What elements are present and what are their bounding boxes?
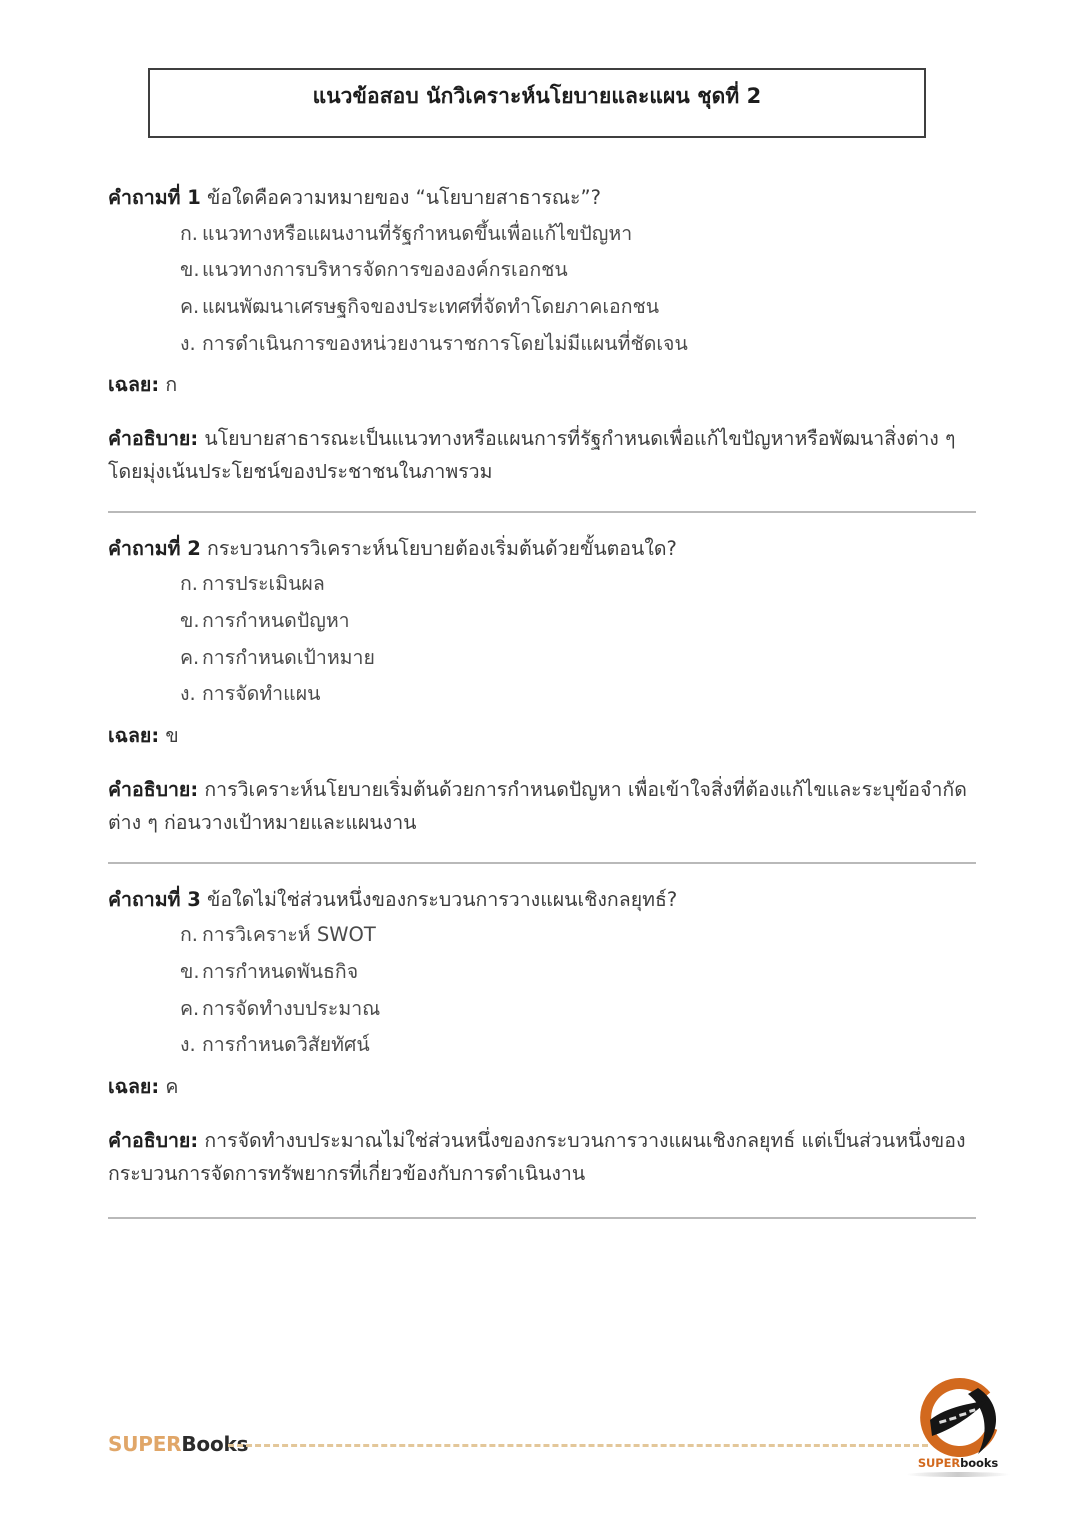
choice-list-3	[108, 917, 976, 1064]
choice-item[interactable]	[108, 676, 976, 713]
question-text-1: ข้อใดคือความหมายของ “นโยบายสาธารณะ”?	[207, 186, 601, 209]
choice-text: การวิเคราะห์ SWOT	[202, 923, 376, 947]
question-label-3: คำถามที่ 3	[108, 887, 201, 911]
choice-text: การดำเนินการของหน่วยงานราชการโดยไม่มีแผนที่ชัดเจน	[202, 331, 688, 355]
footer-wordmark-books: Books	[181, 1432, 249, 1456]
explanation-text: การวิเคราะห์นโยบายเริ่มต้นด้วยการกำหนดปัญหา เพื่อเข้าใจสิ่งที่ต้องแก้ไขและระบุข้อจำกัดต่าง ๆ ก่อนวางเป้าหมายและแผนงาน	[108, 777, 967, 835]
choice-list-1	[108, 216, 976, 363]
section-divider	[108, 862, 976, 864]
section-divider	[108, 1217, 976, 1219]
choice-item[interactable]	[108, 917, 976, 954]
choice-text: การกำหนดพันธกิจ	[202, 960, 359, 984]
explanation-label: คำอธิบาย:	[108, 426, 199, 450]
choice-key: ค.	[180, 996, 200, 1020]
explanation-2	[108, 773, 976, 840]
choice-key: ข.	[180, 258, 200, 282]
page-footer	[0, 1398, 1076, 1508]
logo-caption-super: SUPER	[917, 1456, 961, 1470]
choice-text: การกำหนดวิสัยทัศน์	[202, 1033, 370, 1057]
choice-key: ก.	[180, 572, 199, 596]
explanation-label: คำอธิบาย:	[108, 1128, 199, 1152]
choice-text: การจัดทำงบประมาณ	[202, 996, 381, 1020]
logo-caption-books: books	[960, 1456, 999, 1470]
choice-key: ค.	[180, 294, 200, 318]
choice-key: ข.	[180, 960, 200, 984]
choice-item[interactable]	[108, 603, 976, 640]
choice-key: ก.	[180, 221, 199, 245]
answer-value: ก	[165, 373, 178, 397]
answer-label: เฉลย:	[108, 373, 160, 397]
questions-container	[108, 182, 976, 1219]
answer-label: เฉลย:	[108, 1074, 160, 1098]
question-text-2: กระบวนการวิเคราะห์นโยบายต้องเริ่มต้นด้วยขั้นตอนใด?	[207, 536, 677, 560]
answer-line-3	[108, 1070, 976, 1104]
choice-key: ง.	[180, 331, 196, 355]
choice-key: ข.	[180, 609, 200, 633]
question-heading-2	[108, 533, 976, 565]
choice-list-2	[108, 566, 976, 713]
explanation-3	[108, 1124, 976, 1191]
question-label-1: คำถามที่ 1	[108, 186, 201, 209]
choice-text: การจัดทำแผน	[202, 682, 321, 706]
explanation-text: นโยบายสาธารณะเป็นแนวทางหรือแผนการที่รัฐกำหนดเพื่อแก้ไขปัญหาหรือพัฒนาสิ่งต่าง ๆ โดยมุ่งเน้นประโยชน์ของประชาชนในภาพรวม	[108, 426, 956, 484]
answer-value: ข	[165, 724, 179, 748]
choice-text: แนวทางหรือแผนงานที่รัฐกำหนดขึ้นเพื่อแก้ไขปัญหา	[202, 221, 633, 245]
choice-text: แผนพัฒนาเศรษฐกิจของประเทศที่จัดทำโดยภาคเอกชน	[202, 294, 660, 318]
question-label-2: คำถามที่ 2	[108, 536, 201, 560]
choice-item[interactable]	[108, 991, 976, 1028]
choice-item[interactable]	[108, 252, 976, 289]
document-title-box	[148, 68, 926, 138]
choice-key: ค.	[180, 645, 200, 669]
answer-line-1	[108, 368, 976, 402]
choice-item[interactable]	[108, 216, 976, 253]
choice-text: การกำหนดเป้าหมาย	[202, 645, 375, 669]
question-heading-1	[108, 182, 976, 214]
logo-shadow	[906, 1472, 1010, 1477]
choice-key: ก.	[180, 923, 199, 947]
choice-item[interactable]	[108, 326, 976, 363]
answer-value: ค	[165, 1074, 179, 1098]
explanation-text: การจัดทำงบประมาณไม่ใช่ส่วนหนึ่งของกระบวนการวางแผนเชิงกลยุทธ์ แต่เป็นส่วนหนึ่งของกระบวนการจัดการทรัพยากรที่เกี่ยวข้องกับการดำเนินงาน	[108, 1128, 966, 1186]
question-text-3: ข้อใดไม่ใช่ส่วนหนึ่งของกระบวนการวางแผนเชิงกลยุทธ์?	[207, 887, 678, 911]
explanation-1	[108, 422, 976, 489]
logo-caption	[906, 1456, 1010, 1470]
footer-wordmark-super: SUPER	[108, 1432, 182, 1456]
answer-label: เฉลย:	[108, 724, 160, 748]
answer-line-2	[108, 719, 976, 753]
footer-dashed-rule	[228, 1444, 928, 1447]
choice-key: ง.	[180, 1033, 196, 1057]
question-heading-3	[108, 884, 976, 916]
choice-text: การกำหนดปัญหา	[202, 609, 350, 633]
choice-item[interactable]	[108, 954, 976, 991]
section-divider	[108, 511, 976, 513]
choice-item[interactable]	[108, 640, 976, 677]
choice-item[interactable]	[108, 1027, 976, 1064]
page-title: แนวข้อสอบ นักวิเคราะห์นโยบายและแผน ชุดที่ 2	[312, 84, 762, 108]
choice-key: ง.	[180, 682, 196, 706]
choice-item[interactable]	[108, 289, 976, 326]
question-block-3	[108, 884, 976, 1219]
question-block-1	[108, 182, 976, 513]
question-block-2	[108, 533, 976, 864]
choice-text: การประเมินผล	[202, 572, 325, 596]
choice-text: แนวทางการบริหารจัดการขององค์กรเอกชน	[202, 258, 568, 282]
explanation-label: คำอธิบาย:	[108, 777, 199, 801]
choice-item[interactable]	[108, 566, 976, 603]
